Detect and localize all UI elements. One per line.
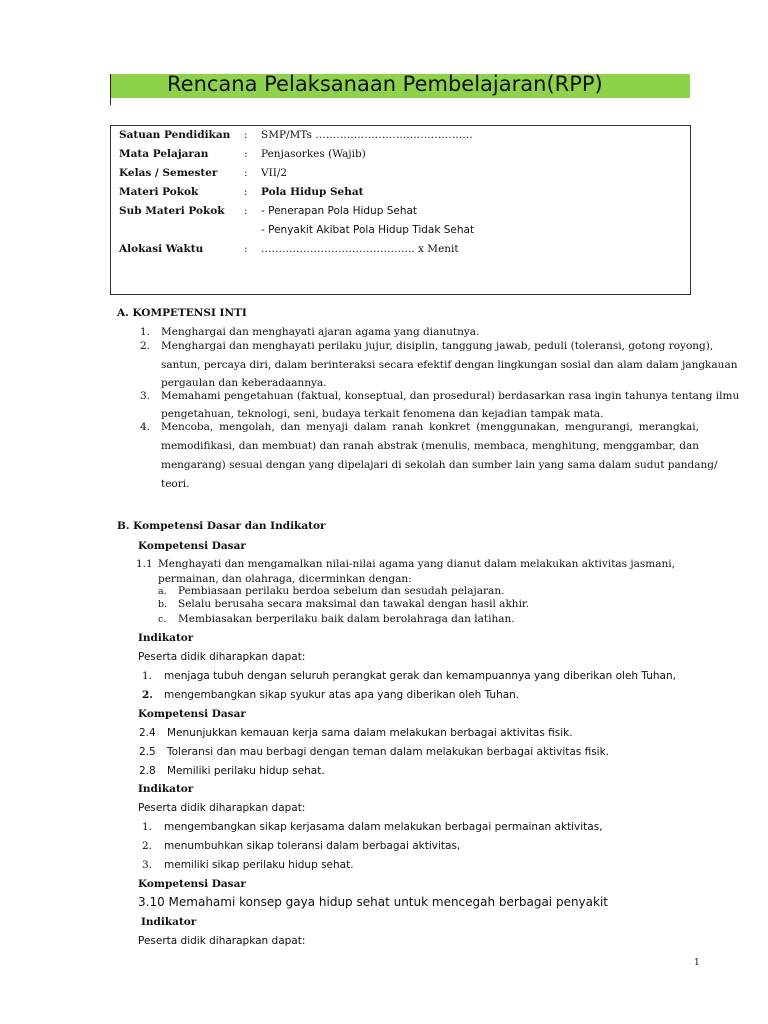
list-number: 2. [142, 689, 153, 701]
list-text: Menghayati dan mengamalkan nilai-nilai agama yang dianut dalam melakukan aktivitas jasmani, [158, 558, 675, 570]
list-number: 1. [142, 821, 153, 833]
sub-letter: a. [158, 586, 167, 597]
page-title: Rencana Pelaksanaan Pembelajaran(RPP) [167, 72, 603, 96]
info-colon: : [244, 129, 248, 141]
list-text: pengetahuan, teknologi, seni, budaya terkait fenomena dan kejadian tampak mata. [161, 408, 604, 420]
info-colon: : [244, 243, 248, 255]
indikator-label: Indikator [141, 916, 197, 928]
info-value: Pola Hidup Sehat [261, 186, 364, 198]
list-text: mengarang) sesuai dengan yang dipelajari di sekolah dan sumber lain yang sama dalam sudut pandang/ [161, 459, 718, 471]
info-label: Kelas / Semester [119, 167, 218, 179]
info-value: VII/2 [261, 167, 288, 179]
page-number: 1 [694, 958, 700, 968]
list-number: 1.1 [136, 558, 153, 570]
sub-letter: c. [158, 614, 167, 625]
info-value: - Penerapan Pola Hidup Sehat [261, 205, 418, 217]
kd-3-10-text: 3.10 Memahami konsep gaya hidup sehat untuk mencegah berbagai penyakit [138, 895, 608, 909]
info-label: Alokasi Waktu [119, 243, 204, 255]
peserta-text: Peserta didik diharapkan dapat: [138, 935, 306, 947]
kd-label: Kompetensi Dasar [138, 540, 246, 552]
sub-text: Membiasakan berperilaku baik dalam berolahraga dan latihan. [178, 613, 515, 625]
list-text: permainan, dan olahraga, dicerminkan dengan: [158, 573, 412, 585]
info-colon: : [244, 167, 248, 179]
indikator-label: Indikator [138, 632, 194, 644]
sub-text: Selalu berusaha secara maksimal dan tawakal dengan hasil akhir. [178, 598, 530, 610]
list-number: 2.4 [139, 727, 156, 739]
info-label: Sub Materi Pokok [119, 205, 225, 217]
info-colon: : [244, 186, 248, 198]
list-text: memiliki sikap perilaku hidup sehat. [164, 859, 354, 871]
list-text: santun, percaya diri, dalam berinteraksi secara efektif dengan lingkungan sosial dan alam dalam jangkauan [161, 359, 738, 371]
list-text: Toleransi dan mau berbagi dengan teman dalam melakukan berbagai aktivitas fisik. [167, 746, 610, 758]
list-number: 2. [140, 340, 151, 352]
title-divider [110, 74, 111, 105]
sub-text: Pembiasaan perilaku berdoa sebelum dan sesudah pelajaran. [178, 585, 505, 597]
peserta-text: Peserta didik diharapkan dapat: [138, 651, 306, 663]
section-a-heading: A. KOMPETENSI INTI [117, 307, 247, 319]
list-number: 2.8 [139, 765, 156, 777]
list-number: 2. [142, 840, 153, 852]
list-text: teori. [161, 478, 190, 490]
info-label: Mata Pelajaran [119, 148, 209, 160]
list-text: pergaulan dan keberadaannya. [161, 377, 327, 389]
list-number: 1. [140, 326, 151, 338]
list-text: menumbuhkan sikap toleransi dalam berbagai aktivitas, [164, 840, 461, 852]
info-value: Penjasorkes (Wajib) [261, 148, 366, 160]
list-text: mengembangkan sikap kerjasama dalam melakukan berbagai permainan aktivitas, [164, 821, 603, 833]
list-number: 3. [140, 390, 151, 402]
list-text: Menunjukkan kemauan kerja sama dalam melakukan berbagai aktivitas fisik. [167, 727, 573, 739]
list-text: Memiliki perilaku hidup sehat. [167, 765, 325, 777]
indikator-label: Indikator [138, 783, 194, 795]
list-number: 1. [142, 670, 153, 682]
list-text: Menghargai dan menghayati perilaku jujur, disiplin, tanggung jawab, peduli (toleransi, gotong royong), [161, 340, 714, 352]
info-colon: : [244, 205, 248, 217]
info-value: - Penyakit Akibat Pola Hidup Tidak Sehat [261, 224, 475, 236]
peserta-text: Peserta didik diharapkan dapat: [138, 802, 306, 814]
list-number: 2.5 [139, 746, 156, 758]
section-b-heading: B. Kompetensi Dasar dan Indikator [117, 520, 326, 532]
info-value: …………………………………….. x Menit [261, 243, 459, 255]
info-colon: : [244, 148, 248, 160]
list-text: Memahami pengetahuan (faktual, konseptual, dan prosedural) berdasarkan rasa ingin tahunya tentang ilmu [161, 390, 740, 402]
info-box [110, 125, 691, 295]
list-text: Mencoba, mengolah, dan menyaji dalam ranah konkret (menggunakan, mengurangi, merangkai, [161, 421, 699, 433]
list-text: menjaga tubuh dengan seluruh perangkat gerak dan kemampuannya yang diberikan oleh Tuhan, [164, 670, 676, 682]
kd-label: Kompetensi Dasar [138, 878, 246, 890]
title-bar [111, 74, 690, 98]
sub-letter: b. [158, 599, 168, 610]
list-text: memodifikasi, dan membuat) dan ranah abstrak (menulis, membaca, menghitung, menggambar, dan [161, 440, 699, 452]
info-label: Satuan Pendidikan [119, 129, 231, 141]
info-label: Materi Pokok [119, 186, 199, 198]
info-value: SMP/MTs ……………………………………… [261, 129, 473, 141]
kd-label: Kompetensi Dasar [138, 708, 246, 720]
list-number: 4. [140, 421, 151, 433]
list-number: 3. [142, 859, 153, 871]
list-text: Menghargai dan menghayati ajaran agama yang dianutnya. [161, 326, 480, 338]
list-text: mengembangkan sikap syukur atas apa yang diberikan oleh Tuhan. [164, 689, 520, 701]
